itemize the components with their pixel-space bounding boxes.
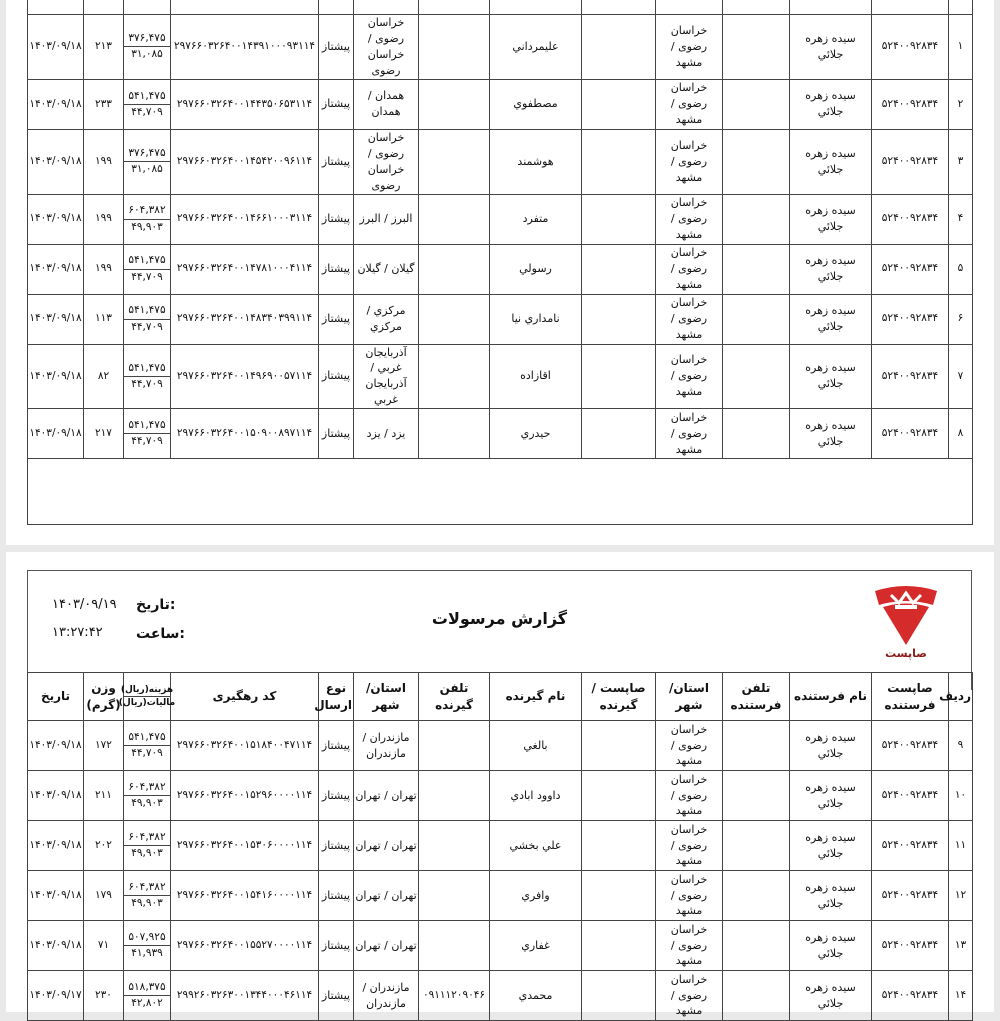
col-sender-city: استان/ شهر <box>656 673 723 721</box>
row-number-cell: ۱۲ <box>949 871 973 921</box>
date-cell: ۱۴۰۳/۰۹/۱۸ <box>28 821 84 871</box>
weight-cell: ۲۳۳ <box>84 79 124 129</box>
sender-city-cell: خراسان رضوی / مشهد <box>656 921 723 971</box>
sender-code-cell: ۵۲۴۰۰۹۲۸۳۴ <box>872 721 949 771</box>
date-cell: ۱۴۰۳/۰۹/۱۸ <box>28 721 84 771</box>
table-row[interactable] <box>28 194 973 244</box>
receiver-phone-cell <box>419 294 490 344</box>
sender-name-cell: سیده زهره جلائي <box>790 129 872 194</box>
sender-name-cell: سیده زهره جلائي <box>790 871 872 921</box>
sender-city-cell: خراسان رضوی / مشهد <box>656 344 723 409</box>
tax-value: ۴۴,۷۰۹ <box>131 377 163 390</box>
receiver-phone-cell <box>419 79 490 129</box>
tax-value: ۳۱,۰۸۵ <box>131 48 163 61</box>
sender-code-cell: ۵۲۴۰۰۹۲۸۳۴ <box>872 129 949 194</box>
receiver-name-cell: وافري <box>490 871 582 921</box>
receiver-name-cell: مصطفوي <box>490 79 582 129</box>
sender-code-cell: ۵۲۴۰۰۹۲۸۳۴ <box>872 344 949 409</box>
tax-value: ۴۴,۷۰۹ <box>131 747 163 759</box>
receiver-phone-cell <box>419 244 490 294</box>
cost-tax-cell <box>124 921 171 971</box>
sender-phone-cell <box>723 194 790 244</box>
sender-phone-cell <box>723 15 790 80</box>
tax-value: ۴۱,۹۳۹ <box>131 947 163 959</box>
cost-tax-cell <box>124 79 171 129</box>
col-tax: مالیات(ریال) <box>118 698 176 708</box>
empty-table-footer <box>28 459 973 525</box>
sender-city-cell: خراسان رضوی / مشهد <box>656 721 723 771</box>
shipments-table-page-2 <box>27 672 973 1021</box>
tax-value: ۴۴,۷۰۹ <box>131 320 163 333</box>
date-cell: ۱۴۰۳/۰۹/۱۸ <box>28 244 84 294</box>
receiver-city-cell: تهران / تهران <box>354 771 419 821</box>
weight-cell: ۱۹۹ <box>84 194 124 244</box>
receiver-city-cell: گیلان / گیلان <box>354 244 419 294</box>
cost-tax-cell <box>124 721 171 771</box>
time-label: ساعت: <box>136 626 186 642</box>
sender-phone-cell <box>723 821 790 871</box>
send-type-cell: پيشتاز <box>319 294 354 344</box>
receiver-name-cell: محمدي <box>490 971 582 1021</box>
sender-name-cell: سیده زهره جلائي <box>790 294 872 344</box>
sapost-logo <box>871 583 941 667</box>
sender-name-cell: سیده زهره جلائي <box>790 821 872 871</box>
tracking-code-cell: ۲۹۷۶۶۰۳۲۶۴۰۰۱۵۰۹۰۰۸۹۷۱۱۴ <box>171 409 319 459</box>
cost-tax-cell <box>124 129 171 194</box>
tracking-code-cell: ۲۹۷۶۶۰۳۲۶۴۰۰۱۴۳۹۱۰۰۰۹۳۱۱۴ <box>171 15 319 80</box>
col-sender-phone: تلفن فرستنده <box>723 673 790 721</box>
date-label: تاریخ: <box>136 597 176 613</box>
receiver-code-cell <box>582 921 656 971</box>
send-type-cell: پيشتاز <box>319 921 354 971</box>
cost-tax-cell <box>124 871 171 921</box>
send-type-cell: پيشتاز <box>319 15 354 80</box>
sender-phone-cell <box>723 409 790 459</box>
sender-name-cell: سیده زهره جلائي <box>790 79 872 129</box>
send-type-cell: پيشتاز <box>319 409 354 459</box>
receiver-phone-cell <box>419 871 490 921</box>
col-receiver-name: نام گیرنده <box>490 673 582 721</box>
cost-value: ۵۴۱,۴۷۵ <box>124 361 170 377</box>
sender-city-cell: خراسان رضوی / مشهد <box>656 294 723 344</box>
cost-tax-cell <box>124 344 171 409</box>
table-row[interactable] <box>28 79 973 129</box>
tax-value: ۴۹,۹۰۳ <box>131 847 163 859</box>
receiver-phone-cell <box>419 194 490 244</box>
sender-code-cell: ۵۲۴۰۰۹۲۸۳۴ <box>872 821 949 871</box>
sender-city-cell: خراسان رضوی / مشهد <box>656 871 723 921</box>
row-number-cell: ۶ <box>949 294 973 344</box>
sender-name-cell: سیده زهره جلائي <box>790 409 872 459</box>
cost-value: ۵۴۱,۴۷۵ <box>124 730 170 746</box>
tracking-code-cell: ۲۹۷۶۶۰۳۲۶۴۰۰۱۴۷۸۱۰۰۰۴۱۱۴ <box>171 244 319 294</box>
receiver-phone-cell <box>419 129 490 194</box>
table-row[interactable] <box>28 721 973 771</box>
sender-code-cell: ۵۲۴۰۰۹۲۸۳۴ <box>872 294 949 344</box>
cost-tax-cell <box>124 821 171 871</box>
sender-code-cell: ۵۲۴۰۰۹۲۸۳۴ <box>872 244 949 294</box>
cost-value: ۵۴۱,۴۷۵ <box>124 89 170 105</box>
sender-phone-cell <box>723 721 790 771</box>
receiver-city-cell: خراسان رضوی / خراسان رضوی <box>354 129 419 194</box>
sender-city-cell: خراسان رضوی / مشهد <box>656 79 723 129</box>
send-type-cell: پيشتاز <box>319 871 354 921</box>
date-cell: ۱۴۰۳/۰۹/۱۸ <box>28 771 84 821</box>
cost-tax-cell <box>124 971 171 1021</box>
date-cell: ۱۴۰۳/۰۹/۱۸ <box>28 294 84 344</box>
sender-code-cell: ۵۲۴۰۰۹۲۸۳۴ <box>872 194 949 244</box>
sender-city-cell: خراسان رضوی / مشهد <box>656 771 723 821</box>
date-cell: ۱۴۰۳/۰۹/۱۷ <box>28 971 84 1021</box>
sapost-logo-icon <box>871 583 941 649</box>
sender-name-cell: سیده زهره جلائي <box>790 771 872 821</box>
weight-cell: ۷۱ <box>84 921 124 971</box>
receiver-name-cell: علي بخشي <box>490 821 582 871</box>
cost-tax-cell <box>124 15 171 80</box>
col-cost: هزینه(ریال) <box>124 684 170 697</box>
report-page-1 <box>6 0 994 545</box>
weight-cell: ۱۱۳ <box>84 294 124 344</box>
sender-name-cell: سیده زهره جلائي <box>790 344 872 409</box>
receiver-city-cell: تهران / تهران <box>354 821 419 871</box>
row-number-cell: ۱۳ <box>949 921 973 971</box>
col-cost-tax <box>118 673 176 721</box>
receiver-city-cell: تهران / تهران <box>354 921 419 971</box>
col-sender-name: نام فرستنده <box>790 673 872 721</box>
sender-phone-cell <box>723 771 790 821</box>
tracking-code-cell: ۲۹۷۶۶۰۳۲۶۴۰۰۱۵۳۰۶۰۰۰۰۱۱۴ <box>171 821 319 871</box>
sender-phone-cell <box>723 294 790 344</box>
empty-footer-cell <box>28 459 973 525</box>
date-cell: ۱۴۰۳/۰۹/۱۸ <box>28 921 84 971</box>
weight-cell: ۲۳۰ <box>84 971 124 1021</box>
col-send-type: نوع ارسال <box>319 673 354 721</box>
sender-code-cell: ۵۲۴۰۰۹۲۸۳۴ <box>872 871 949 921</box>
receiver-name-cell: اقازاده <box>490 344 582 409</box>
receiver-code-cell <box>582 15 656 80</box>
sender-code-cell: ۵۲۴۰۰۹۲۸۳۴ <box>872 79 949 129</box>
receiver-phone-cell <box>419 821 490 871</box>
tracking-code-cell: ۲۹۷۶۶۰۳۲۶۴۰۰۱۴۴۳۵۰۶۵۳۱۱۴ <box>171 79 319 129</box>
col-receiver-code: صاپست / گیرنده <box>582 673 656 721</box>
table-row[interactable] <box>28 921 973 971</box>
cost-value: ۵۱۸,۳۷۵ <box>124 980 170 996</box>
receiver-city-cell: آذربایجان غربي / آذربایجان غربي <box>354 344 419 409</box>
send-type-cell: پيشتاز <box>319 194 354 244</box>
receiver-code-cell <box>582 409 656 459</box>
sender-code-cell: ۵۲۴۰۰۹۲۸۳۴ <box>872 971 949 1021</box>
weight-cell: ۱۹۹ <box>84 129 124 194</box>
receiver-name-cell: عليمرداني <box>490 15 582 80</box>
table-row[interactable] <box>28 409 973 459</box>
receiver-phone-cell <box>419 721 490 771</box>
shipments-table-page-1 <box>27 0 973 525</box>
row-number-cell: ۹ <box>949 721 973 771</box>
sender-city-cell: خراسان رضوی / مشهد <box>656 971 723 1021</box>
send-type-cell: پيشتاز <box>319 244 354 294</box>
receiver-code-cell <box>582 344 656 409</box>
receiver-code-cell <box>582 871 656 921</box>
tracking-code-cell: ۲۹۹۲۶۰۳۲۶۳۰۰۱۳۴۴۰۰۰۴۶۱۱۴ <box>171 971 319 1021</box>
receiver-code-cell <box>582 244 656 294</box>
col-date: تاریخ <box>28 673 84 721</box>
send-type-cell: پيشتاز <box>319 344 354 409</box>
receiver-city-cell: البرز / البرز <box>354 194 419 244</box>
tracking-code-cell: ۲۹۷۶۶۰۳۲۶۴۰۰۱۴۸۳۴۰۳۹۹۱۱۴ <box>171 294 319 344</box>
weight-cell: ۲۱۷ <box>84 409 124 459</box>
sender-phone-cell <box>723 129 790 194</box>
table-row[interactable] <box>28 971 973 1021</box>
sender-phone-cell <box>723 871 790 921</box>
report-page-2 <box>6 552 994 1018</box>
tax-value: ۴۹,۹۰۳ <box>131 797 163 809</box>
weight-cell: ۲۱۱ <box>84 771 124 821</box>
cost-value: ۶۰۴,۳۸۲ <box>124 880 170 896</box>
tax-value: ۴۴,۷۰۹ <box>131 105 163 118</box>
date-cell: ۱۴۰۳/۰۹/۱۸ <box>28 79 84 129</box>
row-number-cell: ۵ <box>949 244 973 294</box>
report-date: ۱۴۰۳/۰۹/۱۹ <box>52 597 117 612</box>
row-number-cell: ۱ <box>949 15 973 80</box>
receiver-code-cell <box>582 771 656 821</box>
receiver-city-cell: یزد / یزد <box>354 409 419 459</box>
sender-phone-cell <box>723 244 790 294</box>
table-header-row <box>28 0 973 15</box>
table-header-row <box>28 673 973 721</box>
col-receiver-city: استان/ شهر <box>354 673 419 721</box>
table-row[interactable] <box>28 244 973 294</box>
sender-city-cell: خراسان رضوی / مشهد <box>656 129 723 194</box>
cost-value: ۶۰۴,۳۸۲ <box>124 780 170 796</box>
tracking-code-cell: ۲۹۷۶۶۰۳۲۶۴۰۰۱۴۶۶۱۰۰۰۳۱۱۴ <box>171 194 319 244</box>
receiver-phone-cell <box>419 921 490 971</box>
receiver-phone-cell <box>419 15 490 80</box>
send-type-cell: پيشتاز <box>319 721 354 771</box>
tax-value: ۴۴,۷۰۹ <box>131 270 163 283</box>
sender-phone-cell <box>723 971 790 1021</box>
receiver-code-cell <box>582 194 656 244</box>
receiver-code-cell <box>582 971 656 1021</box>
send-type-cell: پيشتاز <box>319 821 354 871</box>
cost-value: ۵۴۱,۴۷۵ <box>124 303 170 319</box>
cost-value: ۵۴۱,۴۷۵ <box>124 253 170 269</box>
date-cell: ۱۴۰۳/۰۹/۱۸ <box>28 871 84 921</box>
sender-city-cell: خراسان رضوی / مشهد <box>656 15 723 80</box>
sender-code-cell: ۵۲۴۰۰۹۲۸۳۴ <box>872 921 949 971</box>
row-number-cell: ۸ <box>949 409 973 459</box>
sender-name-cell: سیده زهره جلائي <box>790 194 872 244</box>
table-row[interactable] <box>28 15 973 80</box>
sender-phone-cell <box>723 344 790 409</box>
row-number-cell: ۱۰ <box>949 771 973 821</box>
send-type-cell: پيشتاز <box>319 79 354 129</box>
col-row: ردیف <box>949 673 973 721</box>
send-type-cell: پيشتاز <box>319 129 354 194</box>
sender-city-cell: خراسان رضوی / مشهد <box>656 409 723 459</box>
row-number-cell: ۳ <box>949 129 973 194</box>
receiver-city-cell: مازندران / مازندران <box>354 971 419 1021</box>
table-row[interactable] <box>28 871 973 921</box>
sender-city-cell: خراسان رضوی / مشهد <box>656 821 723 871</box>
weight-cell: ۱۷۹ <box>84 871 124 921</box>
receiver-name-cell: داوود ابادي <box>490 771 582 821</box>
col-weight: وزن (گرم) <box>84 673 124 721</box>
sender-city-cell: خراسان رضوی / مشهد <box>656 194 723 244</box>
receiver-city-cell: مازندران / مازندران <box>354 721 419 771</box>
tracking-code-cell: ۲۹۷۶۶۰۳۲۶۴۰۰۱۴۹۶۹۰۰۵۷۱۱۴ <box>171 344 319 409</box>
table-row[interactable] <box>28 344 973 409</box>
table-row[interactable] <box>28 129 973 194</box>
receiver-city-cell: مرکزي / مرکزي <box>354 294 419 344</box>
weight-cell: ۸۲ <box>84 344 124 409</box>
logo-brand-text: صاپست <box>885 647 927 660</box>
sender-city-cell: خراسان رضوی / مشهد <box>656 244 723 294</box>
cost-value: ۳۷۶,۴۷۵ <box>124 146 170 162</box>
receiver-name-cell: نامداري نيا <box>490 294 582 344</box>
tracking-code-cell: ۲۹۷۶۶۰۳۲۶۴۰۰۱۵۵۲۷۰۰۰۰۱۱۴ <box>171 921 319 971</box>
weight-cell: ۱۹۹ <box>84 244 124 294</box>
cost-value: ۶۰۴,۳۸۲ <box>124 830 170 846</box>
cost-value: ۵۰۷,۹۲۵ <box>124 930 170 946</box>
send-type-cell: پيشتاز <box>319 771 354 821</box>
tax-value: ۴۴,۷۰۹ <box>131 435 163 448</box>
sender-phone-cell <box>723 921 790 971</box>
sender-name-cell: سیده زهره جلائي <box>790 721 872 771</box>
weight-cell: ۲۱۳ <box>84 15 124 80</box>
sender-name-cell: سیده زهره جلائي <box>790 971 872 1021</box>
tax-value: ۴۲,۸۰۲ <box>131 997 163 1009</box>
row-number-cell: ۴ <box>949 194 973 244</box>
tracking-code-cell: ۲۹۷۶۶۰۳۲۶۴۰۰۱۵۲۹۶۰۰۰۰۱۱۴ <box>171 771 319 821</box>
tracking-code-cell: ۲۹۷۶۶۰۳۲۶۴۰۰۱۵۴۱۶۰۰۰۰۱۱۴ <box>171 871 319 921</box>
row-number-cell: ۲ <box>949 79 973 129</box>
receiver-code-cell <box>582 294 656 344</box>
date-cell: ۱۴۰۳/۰۹/۱۸ <box>28 129 84 194</box>
receiver-name-cell: متفرد <box>490 194 582 244</box>
tracking-code-cell: ۲۹۷۶۶۰۳۲۶۴۰۰۱۵۱۸۴۰۰۴۷۱۱۴ <box>171 721 319 771</box>
receiver-name-cell: هوشمند <box>490 129 582 194</box>
tracking-code-cell: ۲۹۷۶۶۰۳۲۶۴۰۰۱۴۵۴۲۰۰۹۶۱۱۴ <box>171 129 319 194</box>
cost-tax-cell <box>124 409 171 459</box>
sender-name-cell: سیده زهره جلائي <box>790 244 872 294</box>
receiver-code-cell <box>582 721 656 771</box>
date-cell: ۱۴۰۳/۰۹/۱۸ <box>28 194 84 244</box>
receiver-name-cell: حيدري <box>490 409 582 459</box>
date-cell: ۱۴۰۳/۰۹/۱۸ <box>28 15 84 80</box>
receiver-city-cell: خراسان رضوی / خراسان رضوی <box>354 15 419 80</box>
cost-value: ۳۷۶,۴۷۵ <box>124 31 170 47</box>
date-cell: ۱۴۰۳/۰۹/۱۸ <box>28 409 84 459</box>
receiver-phone-cell <box>419 771 490 821</box>
sender-code-cell: ۵۲۴۰۰۹۲۸۳۴ <box>872 409 949 459</box>
weight-cell: ۲۰۲ <box>84 821 124 871</box>
receiver-city-cell: همدان / همدان <box>354 79 419 129</box>
sender-phone-cell <box>723 79 790 129</box>
receiver-name-cell: غفاري <box>490 921 582 971</box>
cost-tax-cell <box>124 194 171 244</box>
receiver-code-cell <box>582 129 656 194</box>
cost-tax-cell <box>124 244 171 294</box>
report-time: ۱۳:۲۷:۴۲ <box>52 625 103 640</box>
table-row[interactable] <box>28 294 973 344</box>
receiver-phone-cell <box>419 409 490 459</box>
tax-value: ۳۱,۰۸۵ <box>131 163 163 176</box>
tax-value: ۴۹,۹۰۳ <box>131 220 163 233</box>
receiver-code-cell <box>582 79 656 129</box>
cost-value: ۵۴۱,۴۷۵ <box>124 418 170 434</box>
tax-value: ۴۹,۹۰۳ <box>131 897 163 909</box>
weight-cell: ۱۷۲ <box>84 721 124 771</box>
col-sender-code: صاپست فرستنده <box>872 673 949 721</box>
col-tracking: کد رهگیری <box>171 673 319 721</box>
report-title: گزارش مرسولات <box>431 609 568 628</box>
sender-code-cell: ۵۲۴۰۰۹۲۸۳۴ <box>872 15 949 80</box>
sender-name-cell: سیده زهره جلائي <box>790 15 872 80</box>
row-number-cell: ۱۴ <box>949 971 973 1021</box>
cost-tax-cell <box>124 771 171 821</box>
cost-value: ۶۰۴,۳۸۲ <box>124 203 170 219</box>
receiver-name-cell: رسولي <box>490 244 582 294</box>
date-cell: ۱۴۰۳/۰۹/۱۸ <box>28 344 84 409</box>
receiver-code-cell <box>582 821 656 871</box>
row-number-cell: ۷ <box>949 344 973 409</box>
receiver-city-cell: تهران / تهران <box>354 871 419 921</box>
cost-tax-cell <box>124 294 171 344</box>
sender-code-cell: ۵۲۴۰۰۹۲۸۳۴ <box>872 771 949 821</box>
row-number-cell: ۱۱ <box>949 821 973 871</box>
col-receiver-phone: تلفن گیرنده <box>419 673 490 721</box>
receiver-name-cell: بالغي <box>490 721 582 771</box>
receiver-phone-cell: ۰۹۱۱۱۲۰۹۰۴۶ <box>419 971 490 1021</box>
send-type-cell: پيشتاز <box>319 971 354 1021</box>
table-row[interactable] <box>28 821 973 871</box>
sender-name-cell: سیده زهره جلائي <box>790 921 872 971</box>
table-row[interactable] <box>28 771 973 821</box>
receiver-phone-cell <box>419 344 490 409</box>
